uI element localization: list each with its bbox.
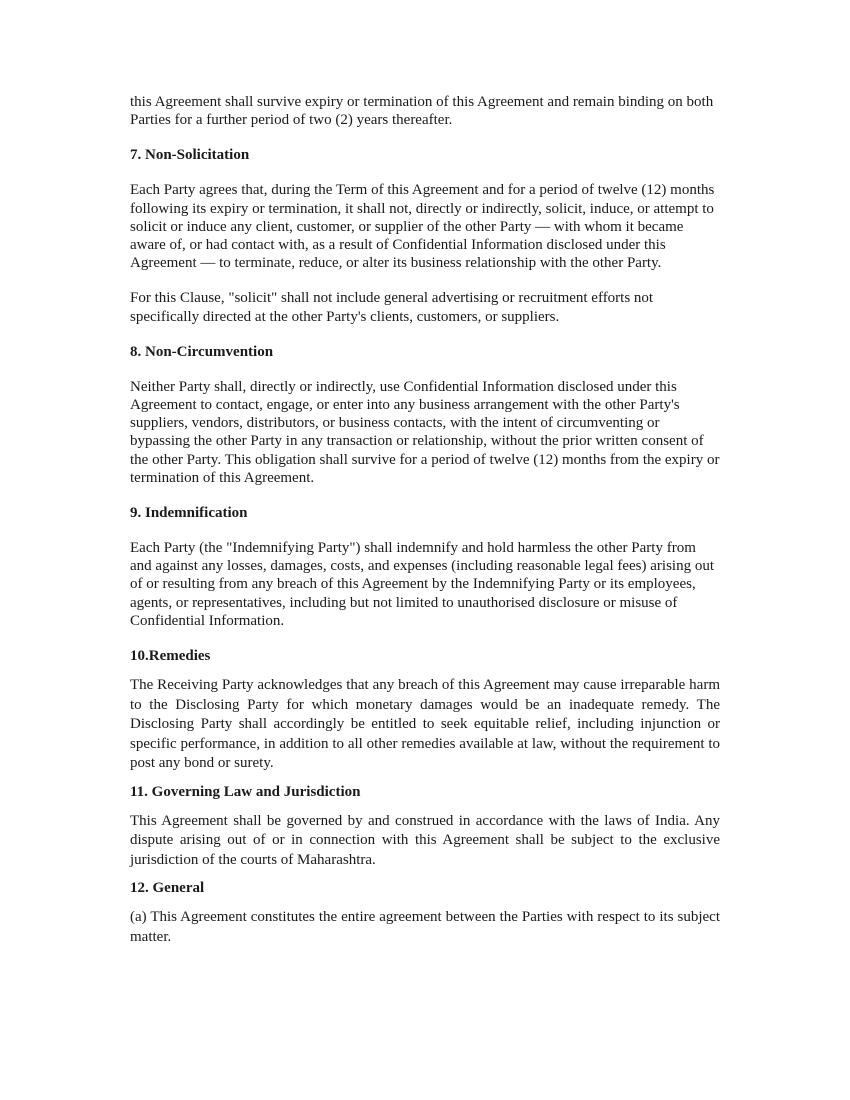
section-9-heading: 9. Indemnification	[130, 505, 248, 522]
section-12-heading: 12. General	[130, 880, 205, 897]
section-7-paragraph-2: For this Clause, "solicit" shall not include general advertising or recruitment efforts not specifically directed at the other Party's clients, customers, or suppliers.	[130, 290, 654, 325]
section-7-paragraph-1: Each Party agrees that, during the Term of this Agreement and for a period of twelve (12) months following its expiry or termination, it shall not, directly or indirectly, solicit, induce, or attempt to solicit or induce any client, customer, or supplier of the other Party — with whom it became aware of, or had contact with, as a result of Confidential Information disclosed under this Agreement — to terminate, reduce, or alter its business relationship with the other Party.	[130, 182, 715, 272]
section-10-paragraph-1: The Receiving Party acknowledges that any breach of this Agreement may cause irreparable harm to the Disclosing Party for which monetary damages would be an inadequate remedy. The Disclosing Party shall accordingly be entitled to seek equitable relief, including injunction or specific performance, in addition to all other remedies available at law, without the requirement to post any bond or surety.	[130, 677, 720, 772]
section-8-heading: 8. Non-Circumvention	[130, 343, 274, 360]
section-10-heading: 10.Remedies	[130, 648, 211, 665]
section-12-paragraph-1: (a) This Agreement constitutes the entire agreement between the Parties with respect to its subject matter.	[130, 909, 720, 945]
section-9-paragraph-1: Each Party (the "Indemnifying Party") shall indemnify and hold harmless the other Party from and against any losses, damages, costs, and expenses (including reasonable legal fees) arising out of or resulting from any breach of this Agreement by the Indemnifying Party or its employees, agents, or representatives, including but not limited to unauthorised disclosure or misuse of Confidential Information.	[130, 540, 714, 629]
document-page	[130, 93, 720, 947]
section-7-heading: 7. Non-Solicitation	[130, 147, 250, 164]
intro-paragraph: this Agreement shall survive expiry or termination of this Agreement and remain binding on both Parties for a further period of two (2) years thereafter.	[130, 94, 714, 129]
section-11-paragraph-1: This Agreement shall be governed by and construed in accordance with the laws of India. Any dispute arising out of or in connection with this Agreement shall be subject to the exclusive jurisdiction of the courts of Maharashtra.	[130, 812, 720, 868]
section-8-paragraph-1: Neither Party shall, directly or indirectly, use Confidential Information disclosed under this Agreement to contact, engage, or enter into any business arrangement with the other Party's suppliers, vendors, distributors, or business contacts, with the intent of circumventing or bypassing the other Party in any transaction or relationship, without the prior written consent of the other Party. This obligation shall survive for a period of twelve (12) months from the expiry or termination of this Agreement.	[130, 378, 720, 486]
section-11-heading: 11. Governing Law and Jurisdiction	[130, 783, 361, 800]
